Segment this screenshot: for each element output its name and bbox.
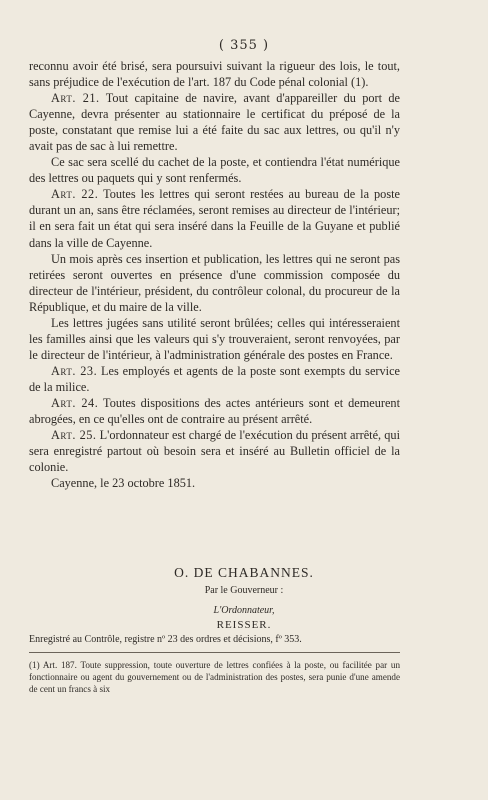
paragraph: [29, 251, 400, 315]
paragraph: [29, 427, 400, 475]
signature-role: L'Ordonnateur,: [213, 605, 275, 616]
paragraph-text: L'ordonnateur est chargé de l'exécution du présent arrêté, qui sera enregistré partout où besoin sera et inséré au Bulletin officiel de la colonie.: [29, 428, 400, 475]
paragraph-text: Les employés et agents de la poste sont exempts du service de la milice.: [29, 363, 400, 394]
signature-name: O. DE CHABANNES.: [174, 565, 314, 580]
article-label: Art. 25.: [51, 428, 97, 443]
paragraph: [29, 186, 400, 250]
paragraph: [29, 154, 400, 186]
footnote: (1) Art. 187. Toute suppression, toute ouverture de lettres confiées à la poste, ou facilitée par un fonctionnaire ou agent du gouvernement ou de l'administration des postes, sera punie d'une amende de cent un francs à six: [29, 660, 400, 694]
footnote-divider: [29, 652, 400, 653]
article-label: Art. 23.: [51, 363, 98, 378]
paragraph-text: Les lettres jugées sans utilité seront brûlées; celles qui intéresseraient les familles ainsi que les valeurs qui s'y trouveraient, seront renvoyées, par le directeur de l'intérieur, à l'administration générale des postes en France.: [29, 315, 400, 362]
article-label: Art. 24.: [51, 395, 99, 410]
signature-by-line: Par le Gouverneur :: [204, 585, 284, 596]
paragraph: [29, 315, 400, 363]
date-line: [29, 475, 400, 491]
paragraph-text: reconnu avoir été brisé, sera poursuivi suivant la rigueur des lois, le tout, sans préjudice de l'exécution de l'art. 187 du Code pénal colonial (1).: [29, 59, 400, 90]
paragraph: [29, 90, 400, 154]
article-label: Art. 22.: [51, 187, 99, 202]
page-number: ( 355 ): [218, 38, 270, 53]
paragraph: [29, 363, 400, 395]
paragraph-text: Toutes les lettres qui seront restées au bureau de la poste durant un an, sans être réclamées, seront remises au directeur de l'intérieur; il en sera fait un état qui sera inséré dans la Feuille de la Guyane et publié dans la ville de Cayenne.: [29, 187, 400, 250]
registration-note: Enregistré au Contrôle, registre nº 23 des ordres et décisions, fº 353.: [29, 634, 302, 645]
paragraph-text: Tout capitaine de navire, avant d'appareiller du port de Cayenne, devra présenter au stationnaire le certificat du préposé de la poste, constatant que remise lui a été faite du sac aux lettres, ou qu'il n'y avait pas de sac à lui remettre.: [29, 91, 400, 154]
paragraph: [29, 58, 400, 90]
paragraph-text: Un mois après ces insertion et publication, les lettres qui ne seront pas retirées seront ouvertes en présence d'une commission composée du directeur de l'intérieur, président, du contrôleur colonal, du procureur de la République, et du maire de la ville.: [29, 251, 400, 314]
paragraph-text: Toutes dispositions des actes antérieurs sont et demeurent abrogées, en ce qu'elles ont de contraire au présent arrêté.: [29, 395, 400, 427]
paragraph-text: Cayenne, le 23 octobre 1851.: [51, 476, 196, 491]
paragraph-text: Ce sac sera scellé du cachet de la poste, et contiendra l'état numérique des lettres ou paquets qui y sont renfermés.: [29, 155, 400, 186]
article-label: Art. 21.: [51, 91, 100, 106]
signature-officer: REISSER.: [216, 619, 272, 631]
paragraph: [29, 395, 400, 427]
body-text: [29, 58, 400, 491]
